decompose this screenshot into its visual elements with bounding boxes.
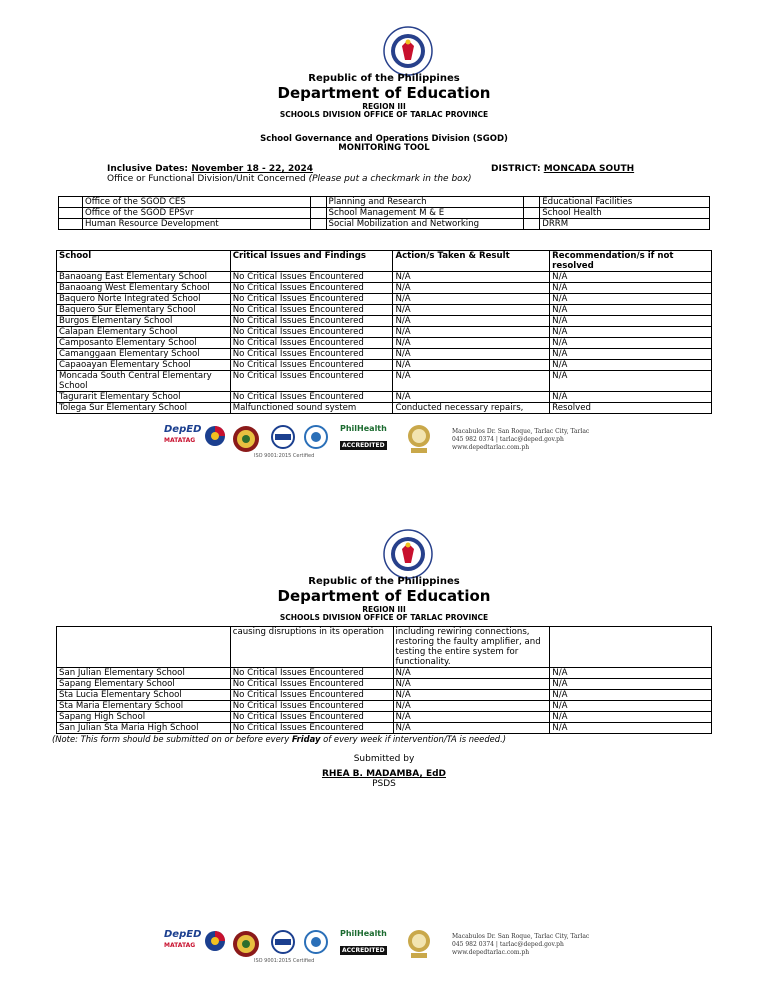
region-level-seal-icon [406,424,432,456]
office-checkbox[interactable] [524,197,540,208]
cell-recommendation: N/A [550,283,712,294]
office-address: Macabulos Dr. San Roque, Tarlac City, Tarlac 045 982 0374 | tarlac@deped.gov.ph www.depedtarlac.com.ph [452,933,590,956]
header-issues: Critical Issues and Findings [230,251,393,272]
cell-issue: No Critical Issues Encountered [230,316,393,327]
cell-school: San Julian Elementary School [57,668,231,679]
office-checkbox[interactable] [59,208,83,219]
cell-action: Conducted necessary repairs, [393,403,550,414]
cell-action: N/A [393,338,550,349]
philhealth-accredited-logo: PhilHealth ACCREDITED [340,424,387,449]
table-body [57,272,712,414]
iso-certification-icon [268,929,298,955]
cell-action: N/A [393,316,550,327]
cell-issue: No Critical Issues Encountered [230,371,393,392]
bagong-pilipinas-icon [202,424,228,454]
tarlac-province-seal-icon [232,929,260,959]
cell-issue: No Critical Issues Encountered [230,668,393,679]
cell-school: San Julian Sta Maria High School [57,723,231,734]
department-title: Department of Education [277,84,491,102]
cell-school: Banaoang West Elementary School [57,283,231,294]
submitted-by-label: Submitted by [353,754,415,764]
cell-school: Sta Maria Elementary School [57,701,231,712]
cell-recommendation: N/A [550,723,712,734]
quality-cert-icon [302,929,330,955]
table-row [57,272,712,283]
cell-action: N/A [393,360,550,371]
monitoring-table-page2 [56,626,712,734]
inclusive-dates [107,164,313,174]
cell-recommendation: Resolved [550,403,712,414]
cell-recommendation: N/A [550,690,712,701]
cell-recommendation: N/A [550,360,712,371]
page-1 [0,0,768,495]
monitoring-tool-title: MONITORING TOOL [338,143,430,153]
cell-school: Baquero Sur Elementary School [57,305,231,316]
footer-logos: DepED MATATAG ISO 9001:2015 Certified PhilHealth ACCREDITED Macabulos Dr. San Roque, Tarlac City, Tarlac 045 982 0374 | tarlac@deped.gov.ph www.depedtarlac.com.ph [164,424,590,459]
footer-logos: DepED MATATAG ISO 9001:2015 Certified PhilHealth ACCREDITED Macabulos Dr. San Roque, Tarlac City, Tarlac 045 982 0374 | tarlac@deped.gov.ph www.depedtarlac.com.ph [164,929,590,964]
cell-issue: No Critical Issues Encountered [230,338,393,349]
cell-school: Burgos Elementary School [57,316,231,327]
cell-recommendation: N/A [550,712,712,723]
iso-certification-icon [268,424,298,450]
district [491,164,634,174]
cell-action: N/A [393,392,550,403]
cell-issue: No Critical Issues Encountered [230,723,393,734]
division-office-line: SCHOOLS DIVISION OFFICE OF TARLAC PROVINCE [279,613,489,622]
sgod-title: School Governance and Operations Division (SGOD) [260,134,508,144]
office-checkbox[interactable] [310,208,326,219]
bagong-pilipinas-icon [202,929,228,959]
cell-action: N/A [393,690,550,701]
cell-issue: No Critical Issues Encountered [230,349,393,360]
cell-school: Baquero Norte Integrated School [57,294,231,305]
table-row [57,679,712,690]
table-row [57,327,712,338]
cell-issue: Malfunctioned sound system [230,403,393,414]
cell-recommendation: N/A [550,349,712,360]
cell-action: N/A [393,283,550,294]
header-actions: Action/s Taken & Result [393,251,550,272]
office-address: Macabulos Dr. San Roque, Tarlac City, Tarlac 045 982 0374 | tarlac@deped.gov.ph www.depedtarlac.com.ph [452,428,590,451]
district-label: DISTRICT: [491,164,541,174]
region-line: REGION III [362,605,406,614]
cell-recommendation: N/A [550,316,712,327]
deped-matatag-logo: DepED MATATAG [164,424,202,444]
cell-action: N/A [393,305,550,316]
cell-school: Camposanto Elementary School [57,338,231,349]
cell-issue: No Critical Issues Encountered [230,701,393,712]
office-checkbox[interactable] [524,208,540,219]
cell-school: Capaoayan Elementary School [57,360,231,371]
table-row [57,723,712,734]
cell-recommendation: N/A [550,392,712,403]
table-row [57,305,712,316]
deped-seal-icon [383,529,433,579]
table-row-continued: causing disruptions in its operation including rewiring connections, restoring the faulty amplifier, and testing the entire system for functionality. [57,627,712,668]
cell-issue: No Critical Issues Encountered [230,690,393,701]
cell-school: Tagurarit Elementary School [57,392,231,403]
monitoring-table-page1 [56,250,712,414]
cell-school: Tolega Sur Elementary School [57,403,231,414]
dates-label: Inclusive Dates: [107,164,189,174]
cell-issue: No Critical Issues Encountered [230,327,393,338]
table-row [57,371,712,392]
cell-action: N/A [393,294,550,305]
office-checklist-table [58,196,710,230]
table-row [57,668,712,679]
office-prompt: Office or Functional Division/Unit Concerned (Please put a checkmark in the box) [107,174,472,184]
cell-recommendation: N/A [550,668,712,679]
office-row: Office of the SGOD EPSvr School Management M & E School Health [59,208,710,219]
table-row [57,392,712,403]
table-row [57,701,712,712]
cell-issue: No Critical Issues Encountered [230,283,393,294]
cell-recommendation: N/A [550,294,712,305]
submission-note: (Note: This form should be submitted on or before every Friday of every week if intervention/TA is needed.) [52,734,507,744]
cell-school: Calapan Elementary School [57,327,231,338]
cell-issue: No Critical Issues Encountered [230,712,393,723]
cell-issue: No Critical Issues Encountered [230,294,393,305]
office-row: Human Resource Development Social Mobilization and Networking DRRM [59,219,710,230]
table-body [57,668,712,734]
signatory-position: PSDS [372,779,396,789]
page-2 [0,503,768,1006]
table-header-row [57,251,712,272]
cell-recommendation: N/A [550,272,712,283]
table-row [57,316,712,327]
cell-issue: No Critical Issues Encountered [230,392,393,403]
cell-school: Sapang High School [57,712,231,723]
cell-school: Moncada South Central Elementary School [57,371,231,392]
office-checkbox[interactable] [59,197,83,208]
cell-action: N/A [393,723,550,734]
table-row [57,338,712,349]
table-row [57,360,712,371]
cell-action: N/A [393,712,550,723]
table-row [57,403,712,414]
office-checkbox[interactable] [59,219,83,230]
office-row: Office of the SGOD CES Planning and Research Educational Facilities [59,197,710,208]
republic-line: Republic of the Philippines [308,73,460,84]
table-row [57,690,712,701]
header-school: School [57,251,231,272]
deped-seal-icon [383,26,433,76]
district-value: MONCADA SOUTH [543,164,635,174]
dates-value: November 18 - 22, 2024 [191,164,314,174]
cell-recommendation: N/A [550,338,712,349]
cell-school: Sapang Elementary School [57,679,231,690]
table-row [57,349,712,360]
office-checkbox[interactable] [524,219,540,230]
cell-action: N/A [393,668,550,679]
tarlac-province-seal-icon [232,424,260,454]
cell-recommendation: N/A [550,679,712,690]
division-office-line: SCHOOLS DIVISION OFFICE OF TARLAC PROVINCE [279,110,489,119]
cell-issue: No Critical Issues Encountered [230,360,393,371]
cell-issue: No Critical Issues Encountered [230,679,393,690]
signatory-name: RHEA B. MADAMBA, EdD [321,769,447,779]
cell-action: N/A [393,327,550,338]
cell-action: N/A [393,272,550,283]
cell-school: Camanggaan Elementary School [57,349,231,360]
cell-recommendation: N/A [550,371,712,392]
quality-cert-icon [302,424,330,450]
table-row [57,712,712,723]
table-row [57,283,712,294]
table-row [57,294,712,305]
department-title: Department of Education [277,587,491,605]
office-checkbox[interactable] [310,219,326,230]
cell-recommendation: N/A [550,701,712,712]
cell-school: Sta Lucia Elementary School [57,690,231,701]
region-level-seal-icon [406,929,432,961]
republic-line: Republic of the Philippines [308,576,460,587]
cell-action: N/A [393,349,550,360]
cell-action: N/A [393,371,550,392]
cell-recommendation: N/A [550,327,712,338]
cell-recommendation: N/A [550,305,712,316]
cell-issue: No Critical Issues Encountered [230,305,393,316]
office-checkbox[interactable] [310,197,326,208]
cell-school: Banaoang East Elementary School [57,272,231,283]
philhealth-accredited-logo: PhilHealth ACCREDITED [340,929,387,954]
cell-issue: No Critical Issues Encountered [230,272,393,283]
header-recommendations: Recommendation/s if not resolved [550,251,712,272]
cell-action: N/A [393,701,550,712]
cell-action: N/A [393,679,550,690]
region-line: REGION III [362,102,406,111]
deped-matatag-logo: DepED MATATAG [164,929,202,949]
